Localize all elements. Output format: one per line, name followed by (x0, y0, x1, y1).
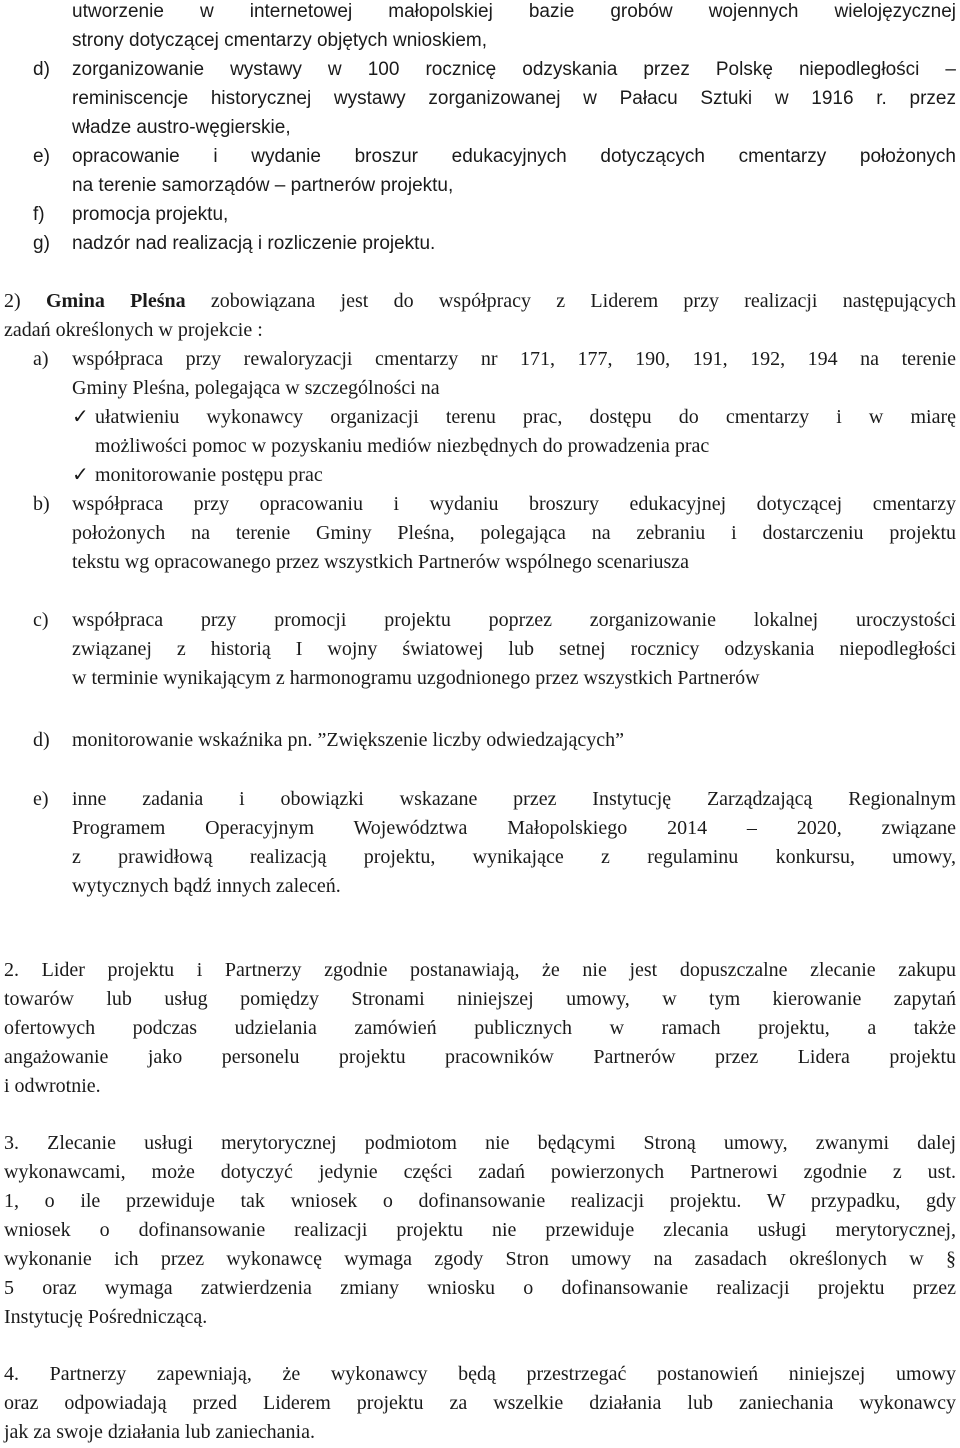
section2-prefix: 2) (4, 290, 21, 312)
section2-item-c-line3: w terminie wynikającym z harmonogramu uzgodnionego przez wszystkich Partnerów (72, 667, 760, 689)
section2-item-c-marker: c) (33, 609, 49, 631)
para2-line1: 2. Lider projektu i Partnerzy zgodnie postanawiają, że nie jest dopuszczalne zlecanie zakupu (4, 959, 956, 981)
para2-line3: ofertowych podczas udzielania zamówień publicznych w ramach projektu, a także (4, 1017, 956, 1039)
section2-item-c-line2: związanej z historią I wojny światowej lub setnej rocznicy odzyskania niepodległości (72, 638, 956, 660)
list1-item-e-line2: na terenie samorządów – partnerów projektu, (72, 175, 454, 196)
section2-item-b-line1: współpraca przy opracowaniu i wydaniu broszury edukacyjnej dotyczącej cmentarzy (72, 493, 956, 515)
list1-item-c-line2: strony dotyczącej cmentarzy objętych wnioskiem, (72, 30, 487, 51)
section2-item-b-line2: położonych na terenie Gminy Pleśna, polegająca na zebraniu i dostarczeniu projektu (72, 522, 956, 544)
para4-line3: jak za swoje działania lub zaniechania. (4, 1421, 315, 1443)
list1-item-c-line1: utworzenie w internetowej małopolskiej bazie grobów wojennych wielojęzycznej (72, 1, 956, 22)
section2-item-c-line1: współpraca przy promocji projektu poprzez zorganizowanie lokalnej uroczystości (72, 609, 956, 631)
section2-intro-rest: zobowiązana jest do współpracy z Liderem przy realizacji następujących (210, 290, 957, 312)
list1-item-d-line1: zorganizowanie wystawy w 100 rocznicę odzyskania przez Polskę niepodległości – (72, 59, 956, 80)
para4-line1: 4. Partnerzy zapewniają, że wykonawcy będą przestrzegać postanowień niniejszej umowy (4, 1363, 956, 1385)
section2-intro-line1 (4, 289, 956, 313)
list1-item-e-marker: e) (33, 146, 50, 167)
para3-line2: wykonawcami, może dotyczyć jedynie części zadań powierzonych Partnerowi zgodnie z ust. (4, 1161, 956, 1183)
para3-line3: 1, o ile przewiduje tak wniosek o dofinansowanie realizacji projektu. W przypadku, gdy (4, 1190, 956, 1212)
list1-item-d-line2: reminiscencje historycznej wystawy zorganizowanej w Pałacu Sztuki w 1916 r. przez (72, 88, 956, 109)
para3-line1: 3. Zlecanie usługi merytorycznej podmiotom nie będącymi Stroną umowy, zwanymi dalej (4, 1132, 956, 1154)
list1-item-f-text: promocja projektu, (72, 204, 229, 225)
list1-item-d-marker: d) (33, 59, 50, 80)
para3-line7: Instytucję Pośredniczącą. (4, 1306, 208, 1328)
para3-line5: wykonanie ich przez wykonawcę wymaga zgody Stron umowy na zasadach określonych w § (4, 1248, 956, 1270)
section2-item-d-marker: d) (33, 729, 50, 751)
para2-line2: towarów lub usług pomiędzy Stronami niniejszej umowy, w tym kierowanie zapytań (4, 988, 956, 1010)
list1-item-g-marker: g) (33, 233, 50, 254)
list1-item-f-marker: f) (33, 204, 45, 225)
section2-item-e-line2: Programem Operacyjnym Województwa Małopolskiego 2014 – 2020, związane (72, 817, 956, 839)
section2-item-b-marker: b) (33, 493, 50, 515)
section2-item-e-line4: wytycznych bądź innych zaleceń. (72, 875, 341, 897)
para3-line6: 5 oraz wymaga zatwierdzenia zmiany wniosku o dofinansowanie realizacji projektu przez (4, 1277, 956, 1299)
checkmark-icon: ✓ (72, 464, 89, 486)
section2-item-b-line3: tekstu wg opracowanego przez wszystkich Partnerów wspólnego scenariusza (72, 551, 690, 573)
para4-line2: oraz odpowiadają przed Liderem projektu za wszelkie działania lub zaniechania wykonawcy (4, 1392, 956, 1414)
section2-item-d-text: monitorowanie wskaźnika pn. ”Zwiększenie liczby odwiedzających” (72, 729, 625, 751)
list1-item-e-line1: opracowanie i wydanie broszur edukacyjnych dotyczących cmentarzy położonych (72, 146, 956, 167)
para2-line4: angażowanie jako personelu projektu pracowników Partnerów przez Lidera projektu (4, 1046, 956, 1068)
para2-line5: i odwrotnie. (4, 1075, 101, 1097)
section2-intro-line2: zadań określonych w projekcie : (4, 319, 263, 341)
section2-item-e-line1: inne zadania i obowiązki wskazane przez Instytucję Zarządzającą Regionalnym (72, 788, 956, 810)
list1-item-d-line3: władze austro-węgierskie, (72, 117, 291, 138)
section2-item-a-line1: współpraca przy rewaloryzacji cmentarzy nr 171, 177, 190, 191, 192, 194 na terenie (72, 348, 956, 370)
checkmark-icon: ✓ (72, 406, 89, 428)
section2-item-a-check1-line2: możliwości pomoc w pozyskaniu mediów niezbędnych do prowadzenia prac (95, 435, 710, 457)
section2-item-a-check1-line1: ułatwieniu wykonawcy organizacji terenu prac, dostępu do cmentarzy i w miarę (95, 406, 956, 428)
section2-item-e-marker: e) (33, 788, 49, 810)
section2-item-a-marker: a) (33, 348, 49, 370)
section2-item-a-check2-line1: monitorowanie postępu prac (95, 464, 323, 486)
para3-line4: wniosek o dofinansowanie realizacji projektu nie przewiduje zlecania usługi merytorycznej, (4, 1219, 956, 1241)
section2-name: Gmina Pleśna (45, 290, 186, 312)
list1-item-g-text: nadzór nad realizacją i rozliczenie projektu. (72, 233, 436, 254)
section2-item-a-line2: Gminy Pleśna, polegająca w szczególności na (72, 377, 440, 399)
section2-item-e-line3: z prawidłową realizacją projektu, wynikające z regulaminu konkursu, umowy, (72, 846, 956, 868)
